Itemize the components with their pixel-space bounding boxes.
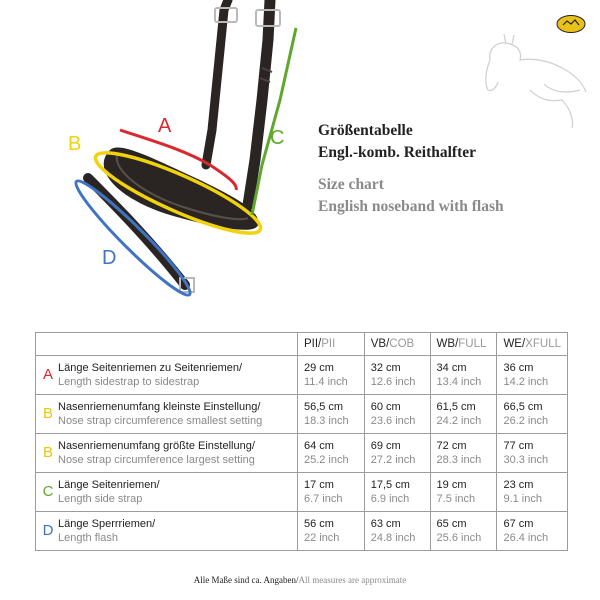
marker-b-letter: B [68, 133, 82, 155]
header-size-xfull: WE/XFULL [497, 333, 568, 356]
table-cell: 61,5 cm 24.2 inch [430, 395, 497, 434]
table-cell: 64 cm 25.2 inch [297, 434, 364, 473]
table-cell: 67 cm 26.4 inch [497, 512, 568, 551]
table-row [36, 512, 568, 551]
row-label: A Länge Seitenriemen zu Seitenriemen/ Length sidestrap to sidestrap [36, 356, 298, 395]
cheek-strap-left [206, 0, 228, 165]
table-cell: 36 cm 14.2 inch [497, 356, 568, 395]
title-en-line1: Size chart [318, 176, 384, 193]
table-cell: 17,5 cm 6.9 inch [364, 473, 430, 512]
horse-sketch-icon [470, 30, 595, 130]
header-size-cob: VB/COB [364, 333, 430, 356]
row-label: B Nasenriemenumfang kleinste Einstellung/ Nose strap circumference smallest setting [36, 395, 298, 434]
table-cell: 29 cm 11.4 inch [297, 356, 364, 395]
table-row [36, 434, 568, 473]
table-cell: 72 cm 28.3 inch [430, 434, 497, 473]
table-row [36, 473, 568, 512]
title-de-line2: Engl.-komb. Reithalfter [318, 144, 477, 161]
table-header-row [36, 333, 568, 356]
table-cell: 69 cm 27.2 inch [364, 434, 430, 473]
title-de-line1: Größentabelle [318, 122, 413, 139]
title-block [318, 120, 588, 218]
table-cell: 23 cm 9.1 inch [497, 473, 568, 512]
table-cell: 19 cm 7.5 inch [430, 473, 497, 512]
marker-d-letter: D [102, 247, 117, 269]
footnote [0, 575, 600, 585]
table-cell: 65 cm 25.6 inch [430, 512, 497, 551]
table-cell: 77 cm 30.3 inch [497, 434, 568, 473]
header-size-full: WB/FULL [430, 333, 497, 356]
table-row [36, 395, 568, 434]
marker-a-letter: A [158, 115, 172, 137]
table-cell: 56 cm 22 inch [297, 512, 364, 551]
row-label: B Nasenriemenumfang größte Einstellung/ Nose strap circumference largest setting [36, 434, 298, 473]
table-cell: 17 cm 6.7 inch [297, 473, 364, 512]
table-cell: 60 cm 23.6 inch [364, 395, 430, 434]
footnote-en: All measures are approximate [298, 575, 407, 585]
header-empty [36, 333, 298, 356]
table-cell: 34 cm 13.4 inch [430, 356, 497, 395]
table-row [36, 356, 568, 395]
title-en-line2: English noseband with flash [318, 198, 504, 215]
table-cell: 66,5 cm 26.2 inch [497, 395, 568, 434]
table-cell: 32 cm 12.6 inch [364, 356, 430, 395]
row-label: D Länge Sperrriemen/ Length flash [36, 512, 298, 551]
footnote-de: Alle Maße sind ca. Angaben/ [193, 575, 299, 585]
table-cell: 56,5 cm 18.3 inch [297, 395, 364, 434]
row-label: C Länge Seitenriemen/ Length side strap [36, 473, 298, 512]
marker-c-letter: C [270, 127, 285, 149]
size-table [35, 332, 568, 551]
table-cell: 63 cm 24.8 inch [364, 512, 430, 551]
header-size-pii: PII/PII [297, 333, 364, 356]
